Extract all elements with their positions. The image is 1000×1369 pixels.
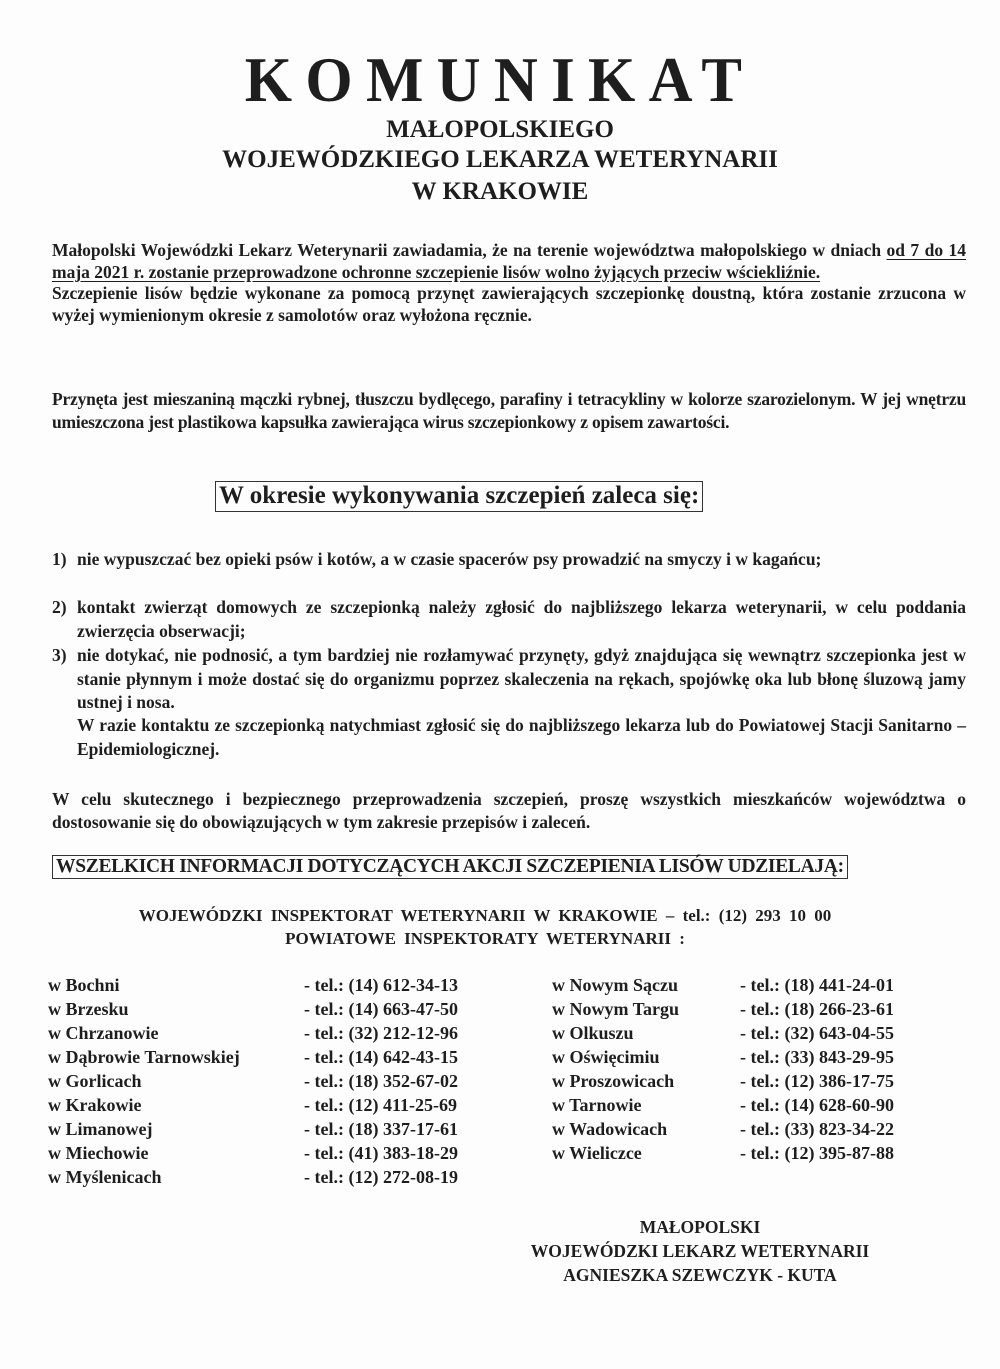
office-phone: - tel.: (12) 395-87-88 — [740, 1143, 894, 1163]
office-phone: - tel.: (18) 266-23-61 — [740, 999, 894, 1019]
office-row — [48, 973, 518, 997]
office-phone: - tel.: (14) 628-60-90 — [740, 1095, 894, 1115]
office-phone: - tel.: (12) 386-17-75 — [740, 1071, 894, 1091]
district-list-left — [48, 973, 518, 1189]
office-place: w Chrzanowie — [48, 1023, 159, 1043]
office-phone: - tel.: (32) 643-04-55 — [740, 1023, 894, 1043]
office-row — [48, 1141, 518, 1165]
office-phone: - tel.: (41) 383-18-29 — [304, 1143, 458, 1163]
intro-paragraph — [52, 240, 966, 326]
office-place: w Krakowie — [48, 1095, 142, 1115]
office-row — [552, 1141, 982, 1165]
recommendation-item-2 — [52, 596, 966, 643]
office-row — [552, 973, 982, 997]
office-phone: - tel.: (18) 337-17-61 — [304, 1119, 458, 1139]
office-row — [552, 1117, 982, 1141]
vaccination-dates-underlined: od 7 do 14 maja 2021 r. zostanie przeprowadzone ochronne szczepienie lisów wolno żyjących przeciw wściekliźnie. — [52, 240, 966, 282]
office-row — [552, 1069, 982, 1093]
office-row — [48, 1093, 518, 1117]
office-row — [48, 1069, 518, 1093]
subtitle-line-3: W KRAKOWIE — [411, 178, 589, 205]
office-place: w Olkuszu — [552, 1023, 634, 1043]
recommendations-heading: W okresie wykonywania szczepień zaleca się: — [215, 481, 703, 512]
office-place: w Nowym Sączu — [552, 975, 678, 995]
subtitle-line-2: WOJEWÓDZKIEGO LEKARZA WETERYNARII — [222, 146, 778, 173]
office-row — [48, 1165, 518, 1189]
office-row — [48, 1021, 518, 1045]
item-text: kontakt zwierząt domowych ze szczepionką należy zgłosić do najbliższego lekarza weterynarii, w celu poddania zwierzęcia obserwacji; — [77, 597, 966, 641]
office-place: w Brzesku — [48, 999, 129, 1019]
office-phone: - tel.: (32) 212-12-96 — [304, 1023, 458, 1043]
contact-note — [52, 714, 966, 761]
contact-note-text: W razie kontaktu ze szczepionką natychmiast zgłosić się do najbliższego lekarza lub do Powiatowej Stacji Sanitarno – Epidemiologicznej. — [77, 715, 966, 759]
main-office-contact: WOJEWÓDZKI INSPEKTORAT WETERYNARII W KRAKOWIE – tel.: (12) 293 10 00 — [138, 906, 832, 925]
office-place: w Dąbrowie Tarnowskiej — [48, 1047, 240, 1067]
office-phone: - tel.: (14) 642-43-15 — [304, 1047, 458, 1067]
district-list-right — [552, 973, 982, 1165]
office-place: w Miechowie — [48, 1143, 149, 1163]
closing-appeal: W celu skutecznego i bezpiecznego przeprowadzenia szczepień, proszę wszystkich mieszkańców województwa o dostosowanie się do obowiązujących w tym zakresie przepisów i zaleceń. — [52, 789, 966, 832]
office-place: w Wadowicach — [552, 1119, 668, 1139]
office-row — [552, 997, 982, 1021]
recommendation-item-1 — [52, 548, 966, 572]
office-row — [552, 1093, 982, 1117]
office-phone: - tel.: (33) 843-29-95 — [740, 1047, 894, 1067]
office-place: w Limanowej — [48, 1119, 153, 1139]
office-phone: - tel.: (33) 823-34-22 — [740, 1119, 894, 1139]
office-phone: - tel.: (18) 441-24-01 — [740, 975, 894, 995]
office-place: w Wieliczce — [552, 1143, 642, 1163]
page-title: KOMUNIKAT — [244, 44, 756, 115]
office-place: w Bochni — [48, 975, 120, 995]
signature-line-1: MAŁOPOLSKI — [639, 1217, 761, 1237]
item-number: 1) — [52, 549, 67, 569]
item-text: nie wypuszczać bez opieki psów i kotów, a w czasie spacerów psy prowadzić na smyczy i w kagańcu; — [77, 549, 822, 569]
item-number: 2) — [52, 597, 67, 617]
office-row — [48, 1117, 518, 1141]
office-place: w Proszowicach — [552, 1071, 675, 1091]
item-number: 3) — [52, 645, 67, 665]
office-phone: - tel.: (18) 352-67-02 — [304, 1071, 458, 1091]
intro-method-text: Szczepienie lisów będzie wykonane za pomocą przynęt zawierających szczepionkę doustną, która zostanie zrzucona w wyżej wymienionym okresie z samolotów oraz wyłożona ręcznie. — [52, 283, 966, 325]
office-place: w Nowym Targu — [552, 999, 680, 1019]
info-heading: WSZELKICH INFORMACJI DOTYCZĄCYCH AKCJI SZCZEPIENIA LISÓW UDZIELAJĄ: — [52, 855, 848, 879]
district-offices-heading: POWIATOWE INSPEKTORATY WETERYNARII : — [285, 929, 685, 948]
office-phone: - tel.: (12) 272-08-19 — [304, 1167, 458, 1187]
subtitle-line-1: MAŁOPOLSKIEGO — [386, 116, 614, 143]
office-place: w Myślenicach — [48, 1167, 162, 1187]
signature-line-2: WOJEWÓDZKI LEKARZ WETERYNARII — [530, 1241, 870, 1261]
office-row — [552, 1021, 982, 1045]
office-place: w Oświęcimiu — [552, 1047, 660, 1067]
office-row — [48, 1045, 518, 1069]
office-phone: - tel.: (12) 411-25-69 — [304, 1095, 457, 1115]
office-place: w Gorlicach — [48, 1071, 142, 1091]
office-phone: - tel.: (14) 612-34-13 — [304, 975, 458, 995]
info-heading-box — [52, 855, 848, 879]
office-row — [48, 997, 518, 1021]
office-row — [552, 1045, 982, 1069]
bait-description: Przynęta jest mieszaniną mączki rybnej, tłuszczu bydlęcego, parafiny i tetracykliny w kolorze szarozielonym. W jej wnętrzu umieszczona jest plastikowa kapsułka zawierająca wirus szczepionkowy z opisem zawartości. — [52, 389, 966, 432]
recommendations-heading-box — [215, 481, 703, 512]
office-place: w Tarnowie — [552, 1095, 642, 1115]
signature-line-3: AGNIESZKA SZEWCZYK - KUTA — [563, 1265, 837, 1285]
recommendation-item-3 — [52, 644, 966, 715]
office-phone: - tel.: (14) 663-47-50 — [304, 999, 458, 1019]
item-text: nie dotykać, nie podnosić, a tym bardziej nie rozłamywać przynęty, gdyż znajdująca się wewnątrz szczepionka jest w stanie płynnym i może dostać się do organizmu poprzez skaleczenia na rękach, spojówkę oka lub błonę śluzową jamy ustnej i nosa. — [77, 645, 966, 712]
intro-text: Małopolski Wojewódzki Lekarz Weterynarii zawiadamia, że na terenie województwa małopolskiego w dniach — [52, 240, 887, 260]
